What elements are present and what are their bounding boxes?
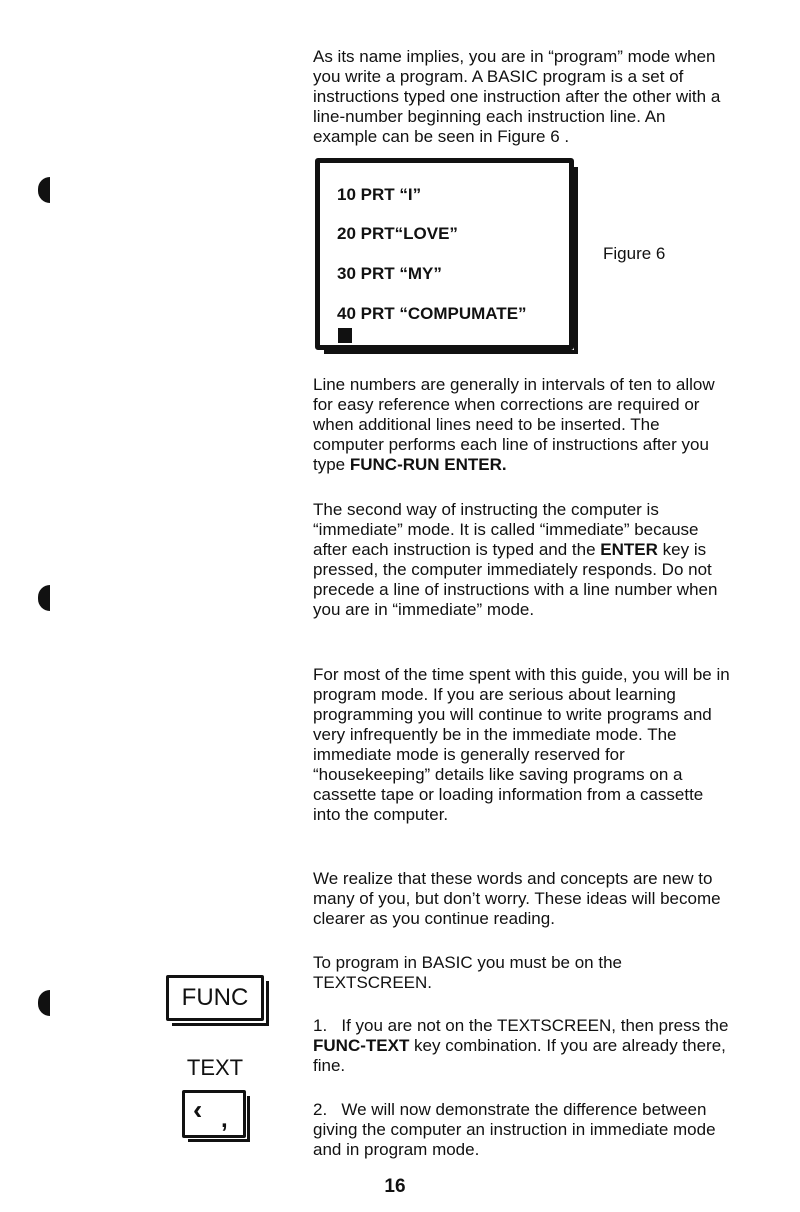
program-mode-paragraph: For most of the time spent with this guide, you will be in program mode. If you are serious about learning programming you will continue to write programs and very infrequently be in the immediate mode. The immediate mode is generally reserved for “housekeeping” details like saving programs on a cassette tape or loading information from a cassette into the computer. [313, 665, 730, 824]
binder-hole-mark [38, 177, 50, 203]
line-numbers-paragraph [313, 375, 733, 475]
step-1-paragraph [313, 1016, 733, 1076]
binder-hole-mark [38, 990, 50, 1016]
paragraph-bold-text: ENTER [600, 540, 658, 559]
code-line: 10 PRT “I” [337, 185, 422, 204]
paragraph-bold-text: FUNC-TEXT [313, 1036, 410, 1055]
code-line: 40 PRT “COMPUMATE” [337, 304, 527, 323]
page-number: 16 [384, 1176, 406, 1197]
func-key-label: FUNC [181, 984, 249, 1011]
key-glyph-top: ‹ [193, 1094, 203, 1125]
code-line: 30 PRT “MY” [337, 264, 442, 283]
paragraph-text: 1. If you are not on the TEXTSCREEN, then press the [313, 1016, 729, 1035]
text-key-icon [182, 1090, 246, 1138]
realize-paragraph: We realize that these words and concepts are new to many of you, but don’t worry. These ideas will become clearer as you continue reading. [313, 869, 721, 928]
text-cursor [338, 328, 352, 343]
paragraph-text: Line numbers are generally in intervals of ten to allow for easy reference when corrections are required or when additional lines need to be inserted. The computer performs each line of instructions after you type [313, 375, 715, 474]
immediate-mode-paragraph [313, 500, 733, 620]
paragraph-text: key combination. If you are already there, fine. [313, 1036, 726, 1075]
textscreen-paragraph: To program in BASIC you must be on the TEXTSCREEN. [313, 953, 622, 992]
key-glyph-bottom: , [221, 1106, 228, 1133]
step-2-paragraph: 2. We will now demonstrate the difference between giving the computer an instruction in immediate mode and in program mode. [313, 1100, 716, 1159]
text-key-label: TEXT [186, 1055, 244, 1080]
paragraph-text: The second way of instructing the computer is “immediate” mode. It is called “immediate” because after each instruction is typed and the [313, 500, 699, 559]
paragraph-bold-text: FUNC-RUN ENTER. [349, 455, 507, 474]
figure-caption: Figure 6 [603, 244, 666, 263]
binder-hole-mark [38, 585, 50, 611]
intro-paragraph: As its name implies, you are in “program” mode when you write a program. A BASIC program is a set of instructions typed one instruction after the other with a line-number beginning each instruction line. An example can be seen in Figure 6 . [313, 47, 721, 146]
code-line: 20 PRT“LOVE” [337, 224, 458, 243]
func-key-icon [166, 975, 264, 1021]
figure-6-screen [315, 158, 574, 350]
paragraph-text: key is pressed, the computer immediately responds. Do not precede a line of instructions with a line number when you are in “immediate” mode. [313, 540, 718, 619]
